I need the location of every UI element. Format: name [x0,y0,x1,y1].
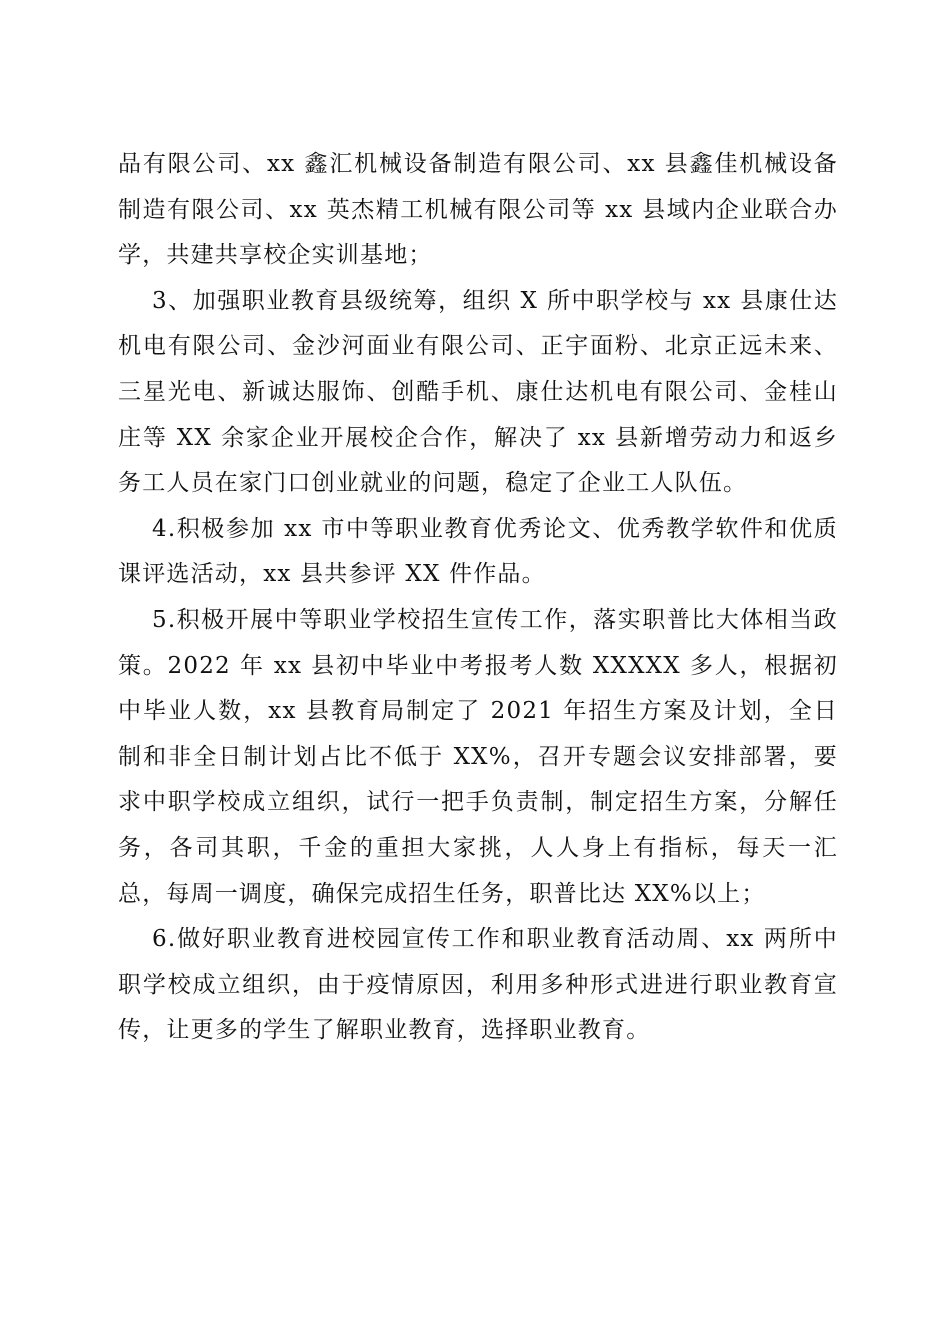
paragraph-continuation: 品有限公司、xx 鑫汇机械设备制造有限公司、xx 县鑫佳机械设备制造有限公司、xx 英杰精工机械有限公司等 xx 县域内企业联合办学，共建共享校企实训基地； [118,151,838,269]
paragraph-item-6: 6.做好职业教育进校园宣传工作和职业教育活动周、xx 两所中职学校成立组织，由于疫情原因，利用多种形式进进行职业教育宣传，让更多的学生了解职业教育，选择职业教育。 [118,926,838,1044]
paragraph-item-4: 4.积极参加 xx 市中等职业教育优秀论文、优秀教学软件和优质课评选活动，xx 县共参评 XX 件作品。 [118,515,838,588]
paragraph-item-3: 3、加强职业教育县级统筹，组织 X 所中职学校与 xx 县康仕达机电有限公司、金沙河面业有限公司、正宇面粉、北京正远未来、三星光电、新诚达服饰、创酷手机、康仕达机电有限公司、金桂山庄等 XX 余家企业开展校企合作，解决了 xx 县新增劳动力和返乡务工人员在家门口创业就业的问题，稳定了企业工人队伍。 [118,287,838,497]
document-body [118,142,838,1054]
paragraph-item-5: 5.积极开展中等职业学校招生宣传工作，落实职普比大体相当政策。2022 年 xx 县初中毕业中考报考人数 XXXXX 多人，根据初中毕业人数，xx 县教育局制定了 2021 年招生方案及计划，全日制和非全日制计划占比不低于 XX%，召开专题会议安排部署，要求中职学校成立组织，试行一把手负责制，制定招生方案，分解任务，各司其职，千金的重担大家挑，人人身上有指标，每天一汇总，每周一调度，确保完成招生任务，职普比达 XX%以上； [118,606,838,907]
